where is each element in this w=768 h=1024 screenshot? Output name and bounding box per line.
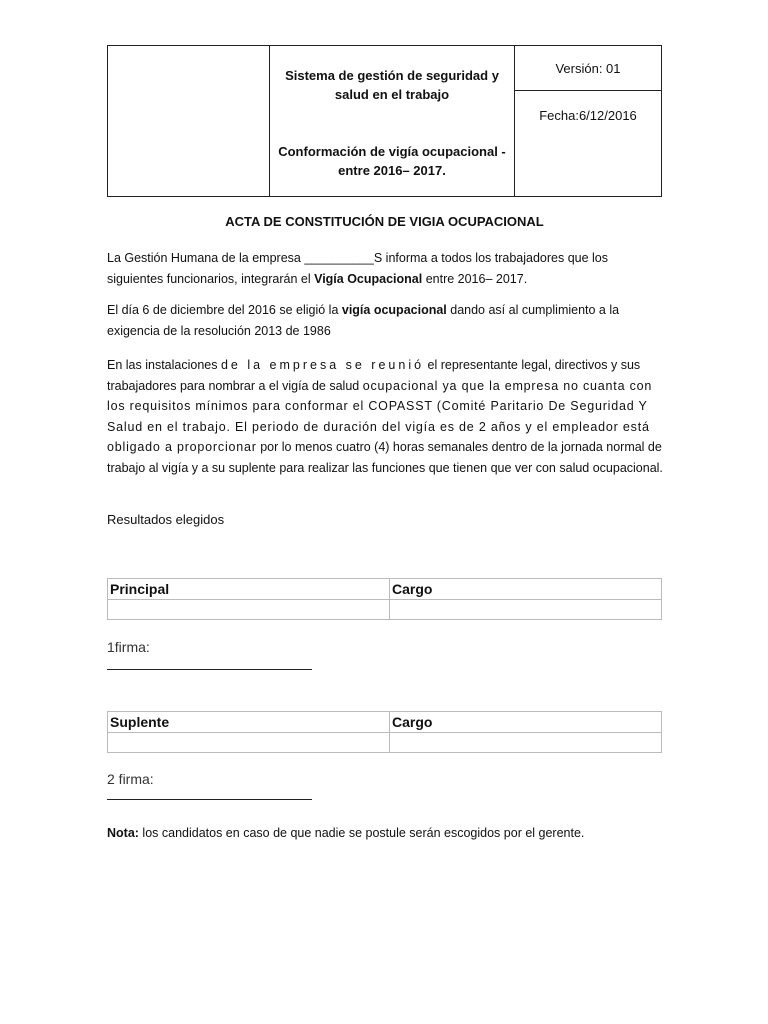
paragraph-meeting: En las instalaciones de la empresa se reunió el representante legal, directivos y sus trabajadores para nombrar a el vigía de salud ocupacional ya que la empresa no cuanta con los requisitos mínimos para conformar el COPASST (Comité Paritario De Seguridad Y Salud en el trabajo. El periodo de duración del vigía es de 2 años y el empleador está obligado a proporcionar por lo menos cuatro (4) horas semanales dentro de la jornada normal de trabajo al vigía y a su suplente para realizar las funciones que tienen que ver con salud ocupacional. [107,358,663,475]
cargo-header: Cargo [390,579,662,600]
suplente-table [107,711,662,753]
header-title-cell [270,46,515,196]
signature-line-2 [107,799,312,800]
signature-label-2: 2 firma: [107,771,154,787]
principal-cargo-cell [390,600,662,620]
paragraph-intro: La Gestión Humana de la empresa __________S informa a todos los trabajadores que los siguientes funcionarios, integrarán el Vigía Ocupacional entre 2016– 2017. [107,251,609,286]
signature-line-1 [107,669,312,670]
date-label: Fecha:6/12/2016 [539,108,637,123]
suplente-name-cell [108,733,390,753]
results-label: Resultados elegidos [107,512,225,527]
version-label: Versión: 01 [515,46,661,91]
document-header [107,45,662,197]
principal-table [107,578,662,620]
document-title: ACTA DE CONSTITUCIÓN DE VIGIA OCUPACIONAL [225,214,544,229]
logo-cell [108,46,270,196]
cargo-header: Cargo [390,712,662,733]
suplente-header: Suplente [108,712,390,733]
paragraph-election: El día 6 de diciembre del 2016 se eligió la vigía ocupacional dando así al cumplimiento a la exigencia de la resolución 2013 de 1986 [107,303,620,338]
suplente-cargo-cell [390,733,662,753]
signature-label-1: 1firma: [107,639,150,655]
principal-name-cell [108,600,390,620]
system-title: Sistema de gestión de seguridad y salud en el trabajo [285,68,499,102]
principal-header: Principal [108,579,390,600]
document-subtitle: Conformación de vigía ocupacional - entre 2016– 2017. [278,144,506,178]
note: Nota: los candidatos en caso de que nadie se postule serán escogidos por el gerente. [107,826,585,840]
